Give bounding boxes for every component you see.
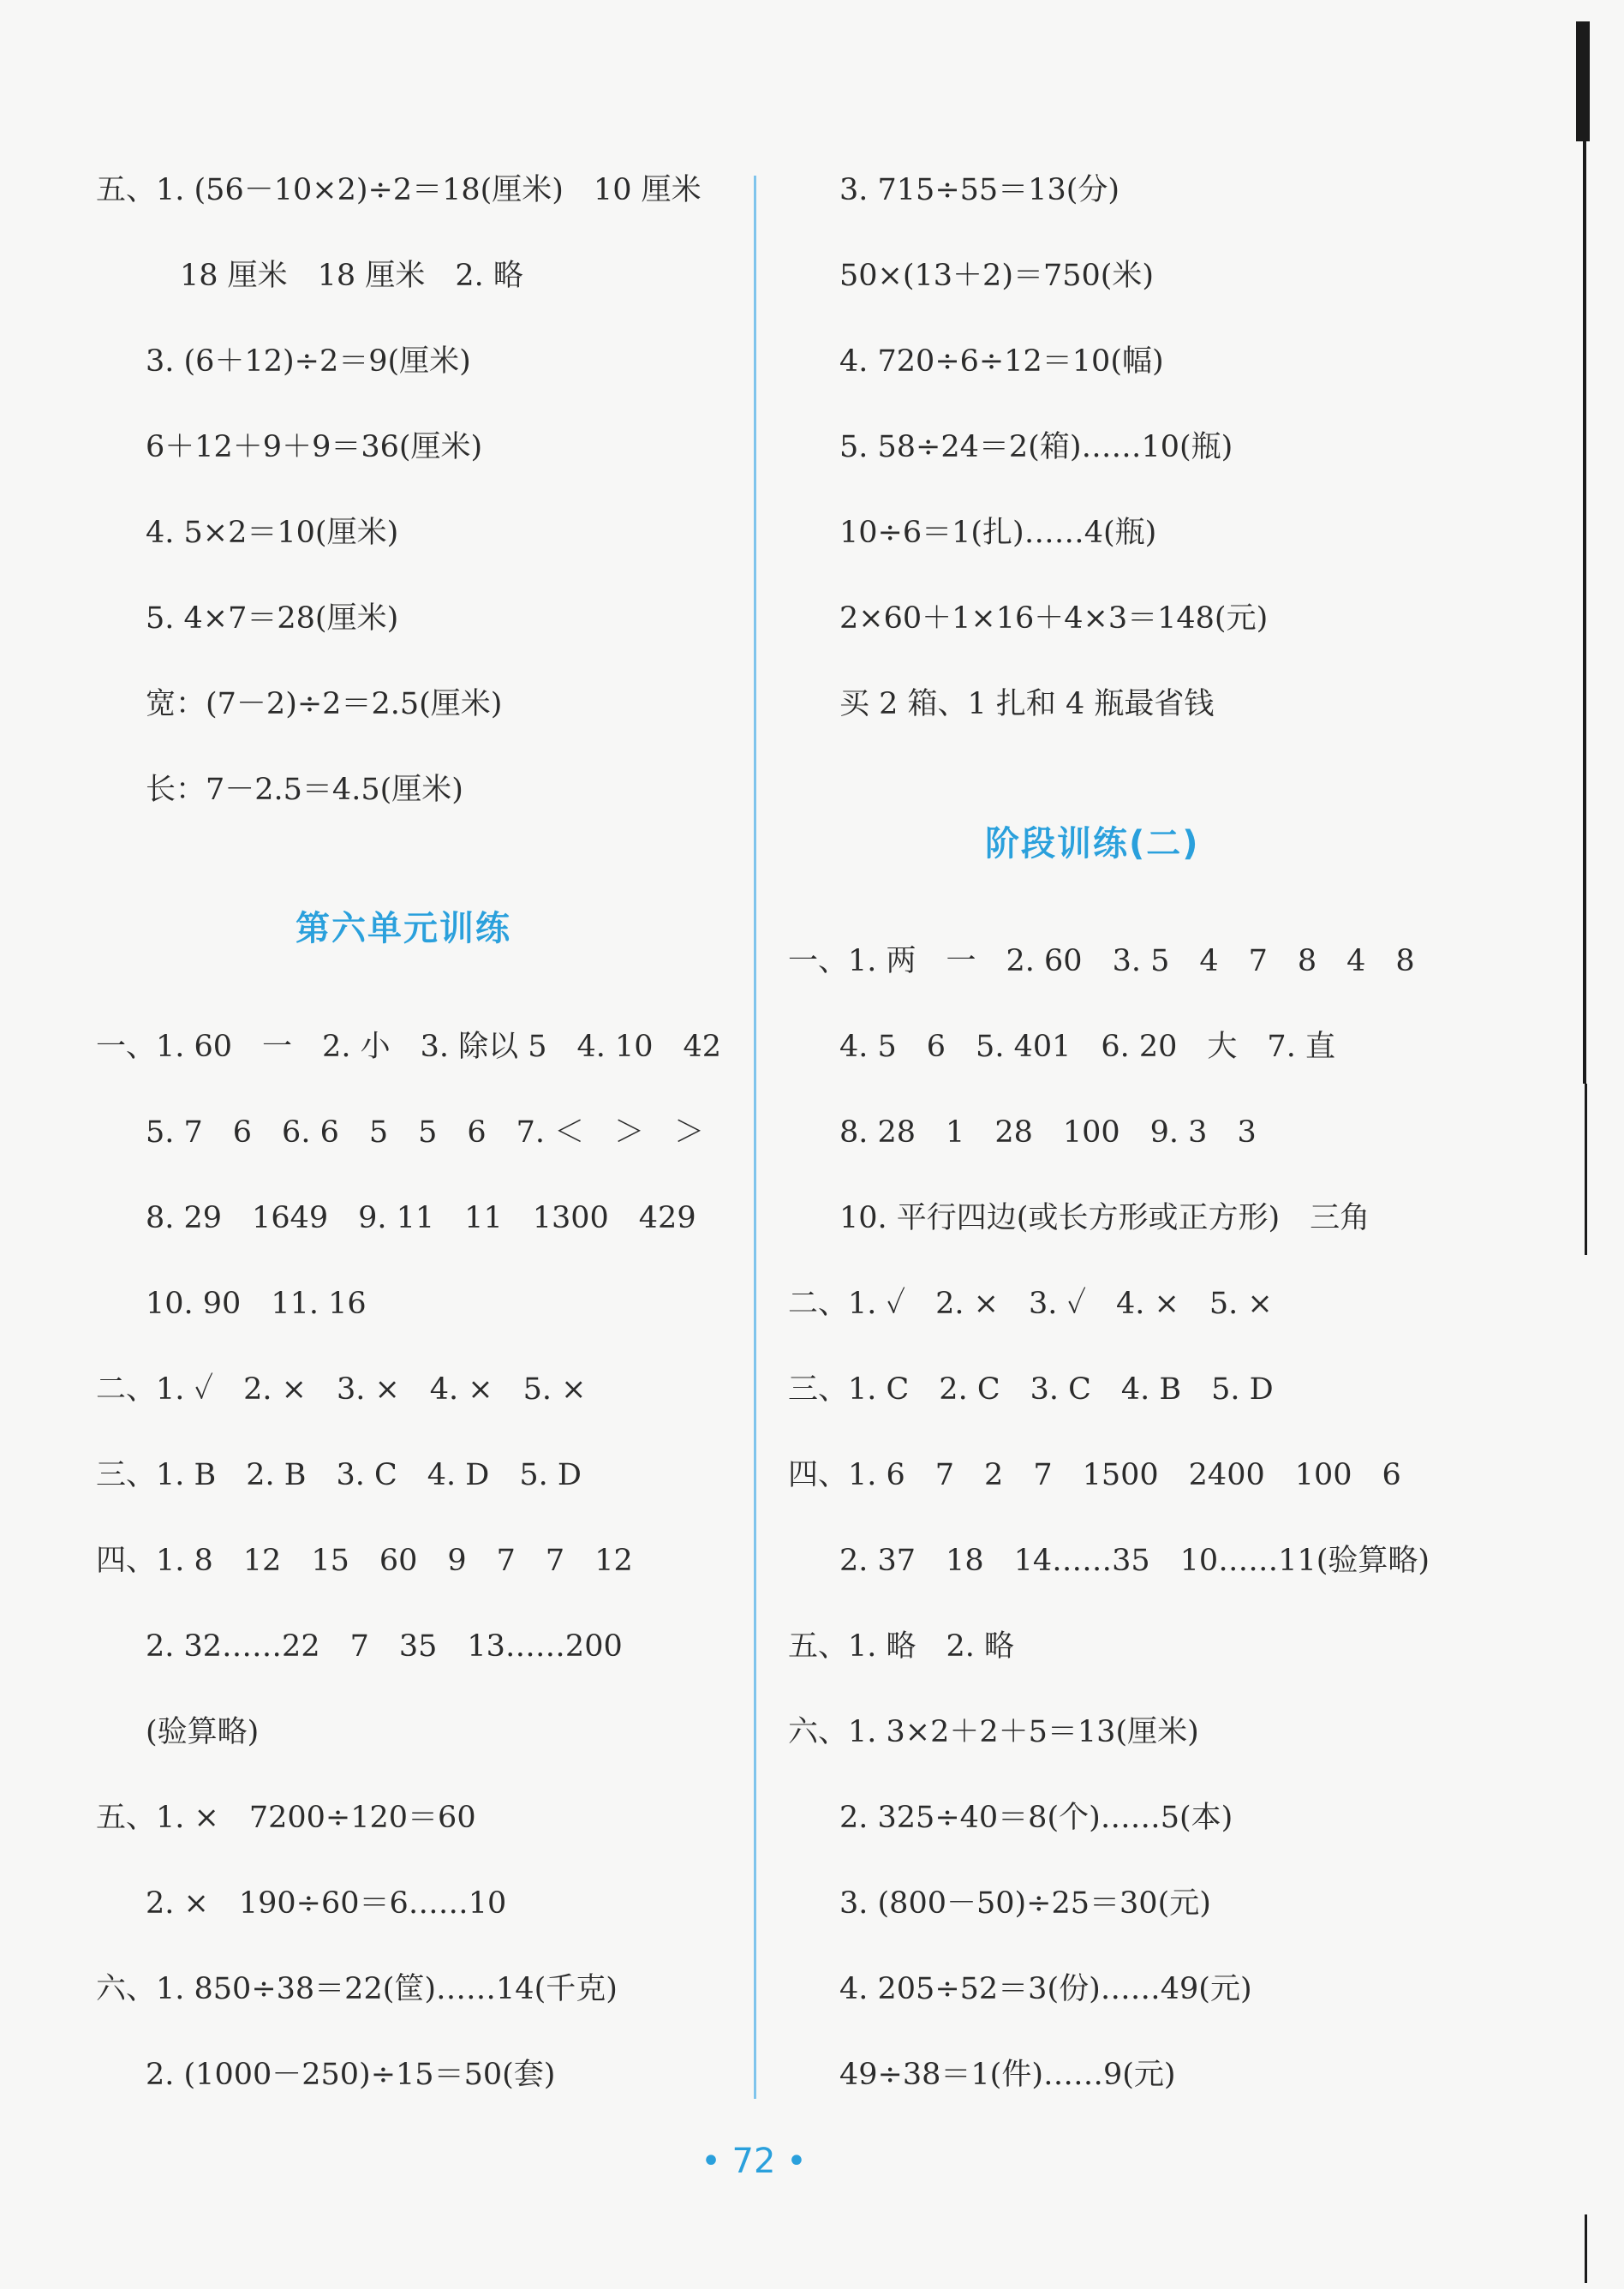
answer-line: 二、1. ✓ 2. × 3. ✓ 4. × 5. × — [788, 1287, 1273, 1321]
answer-line: 宽：(7－2)÷2＝2.5(厘米) — [146, 687, 503, 721]
answer-line: 4. 5 6 5. 401 6. 20 大 7. 直 — [839, 1030, 1335, 1064]
answer-line: 8. 29 1649 9. 11 11 1300 429 — [146, 1201, 696, 1235]
answer-line: 50×(13＋2)＝750(米) — [839, 259, 1155, 293]
answer-line: 三、1. C 2. C 3. C 4. B 5. D — [788, 1372, 1274, 1407]
column-divider — [754, 176, 756, 2099]
answer-line: 2. × 190÷60＝6……10 — [146, 1886, 507, 1921]
answer-line: 10÷6＝1(扎)……4(瓶) — [839, 516, 1157, 550]
answer-line: 4. 205÷52＝3(份)……49(元) — [839, 1972, 1252, 2006]
answer-line: 49÷38＝1(件)……9(元) — [839, 2058, 1176, 2092]
section-title: 阶段训练(二) — [985, 824, 1200, 864]
answer-line: 长：7－2.5＝4.5(厘米) — [146, 773, 463, 807]
answer-line: 2. (1000－250)÷15＝50(套) — [146, 2058, 556, 2092]
answer-line: 10. 90 11. 16 — [146, 1287, 367, 1321]
answer-line: 六、1. 3×2＋2＋5＝13(厘米) — [788, 1715, 1199, 1749]
page-number: • 72 • — [701, 2142, 807, 2181]
answer-line: 四、1. 8 12 15 60 9 7 7 12 — [96, 1544, 633, 1578]
answer-line: 2. 37 18 14……35 10……11(验算略) — [839, 1544, 1430, 1578]
answer-line: 2. 325÷40＝8(个)……5(本) — [839, 1801, 1233, 1835]
answer-line: (验算略) — [146, 1715, 260, 1749]
answer-line: 18 厘米 18 厘米 2. 略 — [180, 259, 523, 293]
answer-line: 8. 28 1 28 100 9. 3 3 — [839, 1115, 1257, 1150]
section-title: 第六单元训练 — [296, 909, 511, 948]
answer-line: 10. 平行四边(或长方形或正方形) 三角 — [839, 1201, 1370, 1235]
answer-line: 3. 715÷55＝13(分) — [839, 173, 1120, 207]
answer-line: 五、1. 略 2. 略 — [788, 1629, 1015, 1664]
answer-line: 三、1. B 2. B 3. C 4. D 5. D — [96, 1458, 582, 1492]
answer-line: 6＋12＋9＋9＝36(厘米) — [146, 430, 483, 464]
answer-line: 2. 32……22 7 35 13……200 — [146, 1629, 623, 1664]
answer-line: 四、1. 6 7 2 7 1500 2400 100 6 — [788, 1458, 1401, 1492]
answer-line: 4. 5×2＝10(厘米) — [146, 516, 399, 550]
answer-line: 5. 4×7＝28(厘米) — [146, 601, 399, 636]
answer-line: 3. (800－50)÷25＝30(元) — [839, 1886, 1211, 1921]
answer-line: 五、1. × 7200÷120＝60 — [96, 1801, 476, 1835]
answer-line: 5. 7 6 6. 6 5 5 6 7. ＜ ＞ ＞ — [146, 1115, 705, 1150]
binding-edge — [1576, 21, 1590, 2283]
answer-line: 一、1. 60 一 2. 小 3. 除以 5 4. 10 42 — [96, 1030, 722, 1064]
answer-line: 5. 58÷24＝2(箱)……10(瓶) — [839, 430, 1233, 464]
answer-line: 3. (6＋12)÷2＝9(厘米) — [146, 344, 471, 379]
answer-line: 一、1. 两 一 2. 60 3. 5 4 7 8 4 8 — [788, 944, 1415, 978]
answer-line: 4. 720÷6÷12＝10(幅) — [839, 344, 1164, 379]
answer-line: 2×60＋1×16＋4×3＝148(元) — [839, 601, 1269, 636]
answer-line: 五、1. (56－10×2)÷2＝18(厘米) 10 厘米 — [96, 173, 702, 207]
answer-line: 六、1. 850÷38＝22(筐)……14(千克) — [96, 1972, 618, 2006]
answer-line: 买 2 箱、1 扎和 4 瓶最省钱 — [839, 687, 1215, 721]
answer-line: 二、1. ✓ 2. × 3. × 4. × 5. × — [96, 1372, 587, 1407]
